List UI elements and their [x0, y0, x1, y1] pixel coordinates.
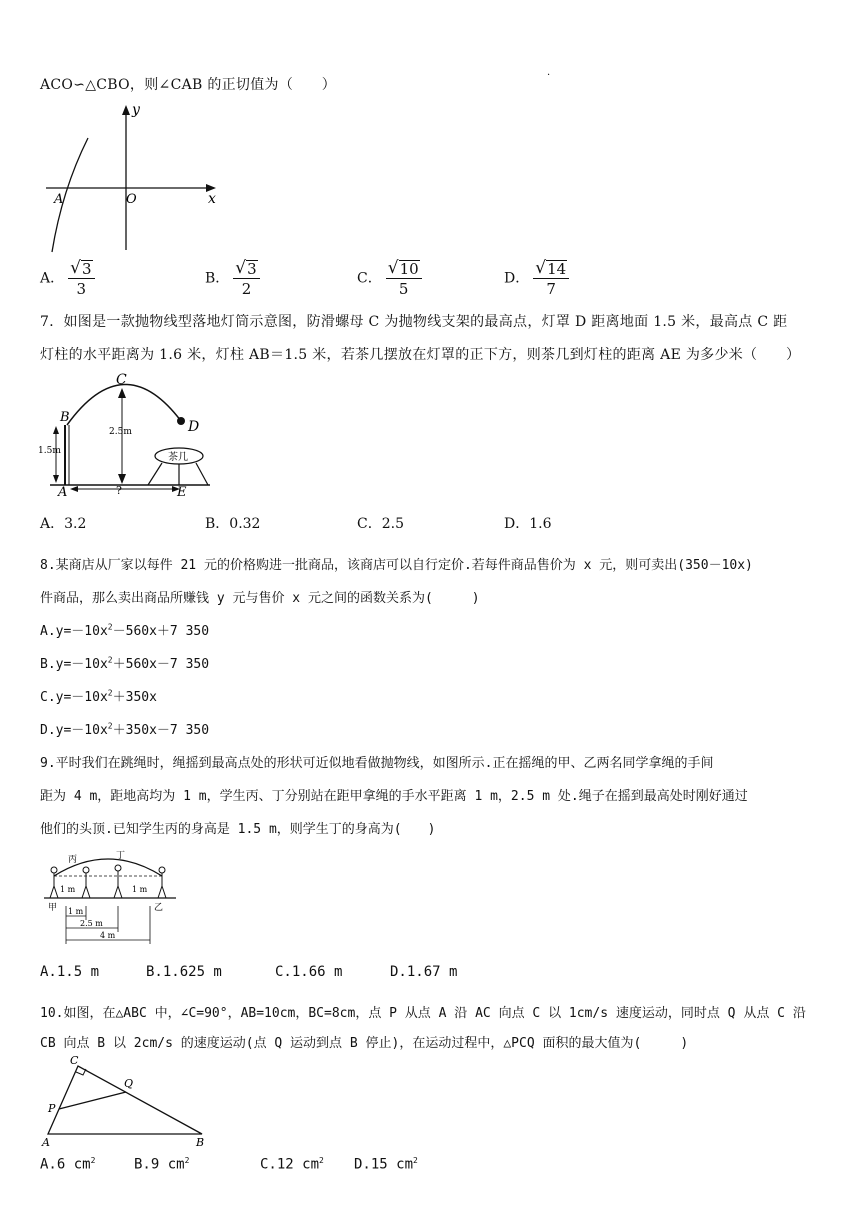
q10-option-c[interactable]	[260, 1156, 324, 1173]
q10-label-b: B	[196, 1136, 205, 1149]
q7-option-b[interactable]: B．0.32	[205, 516, 261, 532]
q9-label-bing: 丙	[68, 855, 78, 865]
q6-option-c-num: 10	[399, 260, 419, 278]
q10-label-q: Q	[124, 1077, 134, 1090]
q10-option-d-sup: 2	[413, 1156, 418, 1165]
q9-label-ding: 丁	[116, 851, 126, 861]
q10-option-b[interactable]	[134, 1156, 189, 1173]
q10-option-a-pre: A.6 cm	[40, 1156, 91, 1173]
q7-label-e: E	[177, 485, 187, 500]
q6-graph	[40, 100, 230, 260]
q9-option-a[interactable]: A.1.5 m	[40, 964, 100, 980]
q8-option-c-sup: 2	[107, 688, 113, 698]
q6-option-b-num: 3	[247, 260, 257, 278]
q6-option-a-den: 3	[76, 280, 87, 298]
q10-option-a[interactable]	[40, 1156, 95, 1173]
q8-line-1: 8.某商店从厂家以每件 21 元的价格购进一批商品，该商店可以自行定价.若每件商品售价为 x 元，则可卖出(350－10x)	[40, 558, 753, 573]
q8-option-a-pre: A.y=－10x	[40, 624, 108, 639]
q10-line-1: 10.如图，在△ABC 中，∠C=90°，AB=10cm，BC=8cm，点 P 从点 A 沿 AC 向点 C 以 1cm/s 速度运动，同时点 Q 从点 C 沿	[40, 1006, 806, 1021]
q7-option-a[interactable]: A．3.2	[40, 516, 87, 532]
q8-option-d[interactable]	[40, 719, 209, 738]
q7-figure	[36, 368, 216, 500]
q7-label-question: ?	[116, 484, 122, 497]
q10-line-2: CB 向点 B 以 2cm/s 的速度运动(点 Q 运动到点 B 停止)，在运动过程中，△PCQ 面积的最大值为( )	[40, 1036, 689, 1051]
q9-label-1m-a: 1 m	[60, 885, 76, 894]
q9-option-d[interactable]: D.1.67 m	[390, 964, 458, 980]
q7-label-d: D	[188, 419, 200, 435]
q7-option-c[interactable]: C．2.5	[357, 516, 404, 532]
q6-option-a[interactable]: A． √ 3 3	[40, 259, 95, 298]
q6-option-d-num: 14	[547, 260, 567, 278]
q6-option-b-den: 2	[241, 280, 252, 298]
q8-option-d-post: ＋350x－7 350	[112, 723, 210, 738]
q6-stem-end: ACO∽△CBO，则∠CAB 的正切值为（ ）	[40, 77, 337, 93]
q6-label-x: x	[208, 191, 216, 207]
q8-option-d-sup: 2	[107, 721, 113, 731]
q9-label-1m-c: 1 m	[68, 907, 84, 916]
q9-line-1: 9.平时我们在跳绳时，绳摇到最高点处的形状可近似地看做抛物线，如图所示.正在摇绳的甲、乙两名同学拿绳的手间	[40, 756, 714, 771]
q6-option-c-den: 5	[398, 280, 409, 298]
q7-label-c: C	[116, 372, 127, 388]
q8-option-c[interactable]	[40, 686, 157, 705]
q10-label-a: A	[42, 1136, 50, 1149]
q10-label-p: P	[48, 1102, 56, 1115]
q8-option-b-sup: 2	[107, 655, 113, 665]
q10-figure	[40, 1056, 220, 1148]
q10-option-d[interactable]	[354, 1156, 418, 1173]
q7-line-2: 灯柱的水平距离为 1.6 米，灯柱 AB＝1.5 米，若茶几摆放在灯罩的正下方，则茶几到灯柱的距离 AE 为多少米（ ）	[40, 347, 801, 363]
q6-label-y: y	[132, 102, 140, 118]
q9-option-c[interactable]: C.1.66 m	[275, 964, 343, 980]
q9-option-b[interactable]: B.1.625 m	[146, 964, 222, 980]
q10-option-b-pre: B.9 cm	[134, 1156, 185, 1173]
q9-label-1m-b: 1 m	[132, 885, 148, 894]
q6-option-d-den: 7	[546, 280, 556, 298]
q10-option-c-sup: 2	[319, 1156, 324, 1165]
q6-option-b[interactable]: B． √ 3 2	[205, 259, 260, 298]
q8-option-a-sup: 2	[107, 622, 113, 632]
q6-option-c-letter: C．	[357, 270, 382, 287]
q8-line-2: 件商品，那么卖出商品所赚钱 y 元与售价 x 元之间的函数关系为( )	[40, 591, 480, 606]
q7-label-b: B	[60, 410, 70, 425]
q9-line-2: 距为 4 m，距地高均为 1 m，学生丙、丁分别站在距甲拿绳的手水平距离 1 m，2.5 m 处.绳子在摇到最高处时刚好通过	[40, 789, 748, 804]
q6-label-o: O	[126, 192, 137, 207]
q8-option-c-pre: C.y=－10x	[40, 690, 108, 705]
q7-option-d[interactable]: D．1.6	[504, 516, 552, 532]
q7-label-a: A	[58, 485, 68, 500]
q8-option-d-pre: D.y=－10x	[40, 723, 108, 738]
stray-mark: ·	[547, 70, 551, 81]
q9-line-3: 他们的头顶.已知学生丙的身高是 1.5 m，则学生丁的身高为( )	[40, 822, 436, 837]
q9-label-2-5m: 2.5 m	[80, 919, 103, 928]
q9-label-4m: 4 m	[100, 931, 116, 940]
q6-option-a-letter: A．	[40, 270, 65, 287]
q8-option-b-pre: B.y=－10x	[40, 657, 108, 672]
q9-label-jia: 甲	[48, 903, 58, 913]
q9-label-yi: 乙	[154, 903, 164, 913]
q7-line-1: 7．如图是一款抛物线型落地灯筒示意图，防滑螺母 C 为抛物线支架的最高点，灯罩 D 距离地面 1.5 米，最高点 C 距	[40, 314, 788, 330]
q10-option-a-sup: 2	[90, 1156, 96, 1165]
q8-option-a[interactable]	[40, 620, 209, 639]
q6-option-b-letter: B．	[205, 270, 230, 287]
q7-label-1-5m: 1.5m	[38, 446, 61, 456]
q8-option-c-post: ＋350x	[112, 690, 157, 705]
q6-option-d[interactable]: D． √ 14 7	[504, 259, 569, 298]
q10-option-b-sup: 2	[184, 1156, 190, 1165]
q10-label-c: C	[70, 1054, 79, 1067]
q9-figure	[40, 848, 180, 948]
q8-option-b[interactable]	[40, 653, 209, 672]
q7-label-2-5m: 2.5m	[109, 427, 132, 437]
q6-label-a: A	[54, 192, 64, 207]
q8-option-b-post: ＋560x－7 350	[112, 657, 210, 672]
q10-option-d-pre: D.15 cm	[354, 1156, 414, 1173]
q6-option-c[interactable]: C． √ 10 5	[357, 259, 422, 298]
q6-option-d-letter: D．	[504, 270, 530, 287]
q7-label-table: 茶几	[168, 452, 188, 463]
q10-option-c-pre: C.12 cm	[260, 1156, 320, 1173]
q6-option-a-num: 3	[81, 260, 92, 278]
q8-option-a-post: －560x＋7 350	[112, 624, 210, 639]
